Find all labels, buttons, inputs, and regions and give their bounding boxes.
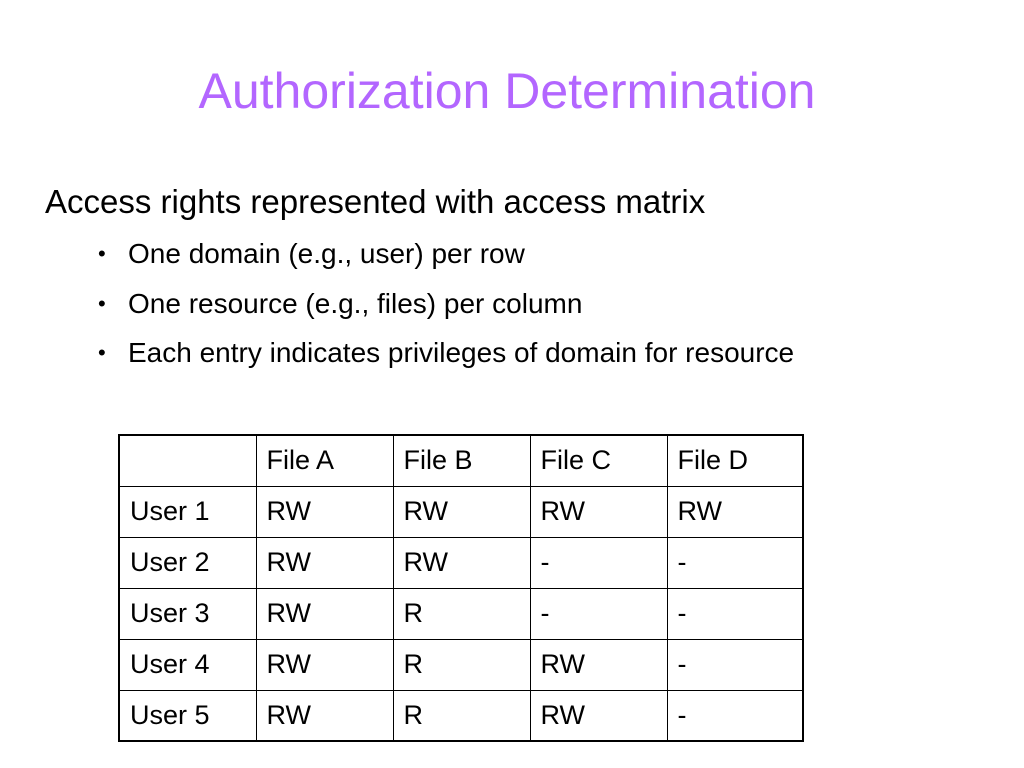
row-label-cell: User 4 <box>119 639 256 690</box>
table-cell: - <box>530 537 667 588</box>
bullet-glyph: • <box>98 340 106 365</box>
table-row <box>119 690 803 741</box>
table-cell: - <box>667 690 803 741</box>
table-cell: R <box>393 690 530 741</box>
bullet-glyph: • <box>98 241 106 266</box>
table-cell: RW <box>256 537 393 588</box>
row-label-cell: User 3 <box>119 588 256 639</box>
table-cell: RW <box>530 690 667 741</box>
table-header-cell: File B <box>393 435 530 486</box>
table-cell: RW <box>256 639 393 690</box>
table-cell: R <box>393 588 530 639</box>
table-header-row <box>119 435 803 486</box>
table-cell: - <box>667 639 803 690</box>
table-header-cell <box>119 435 256 486</box>
table-cell: R <box>393 639 530 690</box>
row-label-cell: User 5 <box>119 690 256 741</box>
table-row <box>119 537 803 588</box>
table-cell: RW <box>393 486 530 537</box>
slide-title: Authorization Determination <box>198 63 816 119</box>
row-label-cell: User 1 <box>119 486 256 537</box>
table-cell: - <box>667 588 803 639</box>
table-row <box>119 639 803 690</box>
table-header-cell: File A <box>256 435 393 486</box>
table-cell: RW <box>530 486 667 537</box>
table-header-cell: File D <box>667 435 803 486</box>
table-cell: RW <box>530 639 667 690</box>
access-matrix-table <box>118 434 804 742</box>
table-cell: RW <box>393 537 530 588</box>
table-cell: RW <box>256 690 393 741</box>
table-row <box>119 486 803 537</box>
table-cell: - <box>667 537 803 588</box>
table-row <box>119 588 803 639</box>
bullet-text: One domain (e.g., user) per row <box>128 238 525 269</box>
table-cell: - <box>530 588 667 639</box>
bullet-text: One resource (e.g., files) per column <box>128 287 583 319</box>
table-cell: RW <box>256 486 393 537</box>
row-label-cell: User 2 <box>119 537 256 588</box>
table-cell: RW <box>256 588 393 639</box>
lead-text: Access rights represented with access matrix <box>45 183 706 220</box>
bullet-glyph: • <box>98 290 106 316</box>
bullet-text: Each entry indicates privileges of domain for resource <box>128 337 795 368</box>
table-header-cell: File C <box>530 435 667 486</box>
table-cell: RW <box>667 486 803 537</box>
